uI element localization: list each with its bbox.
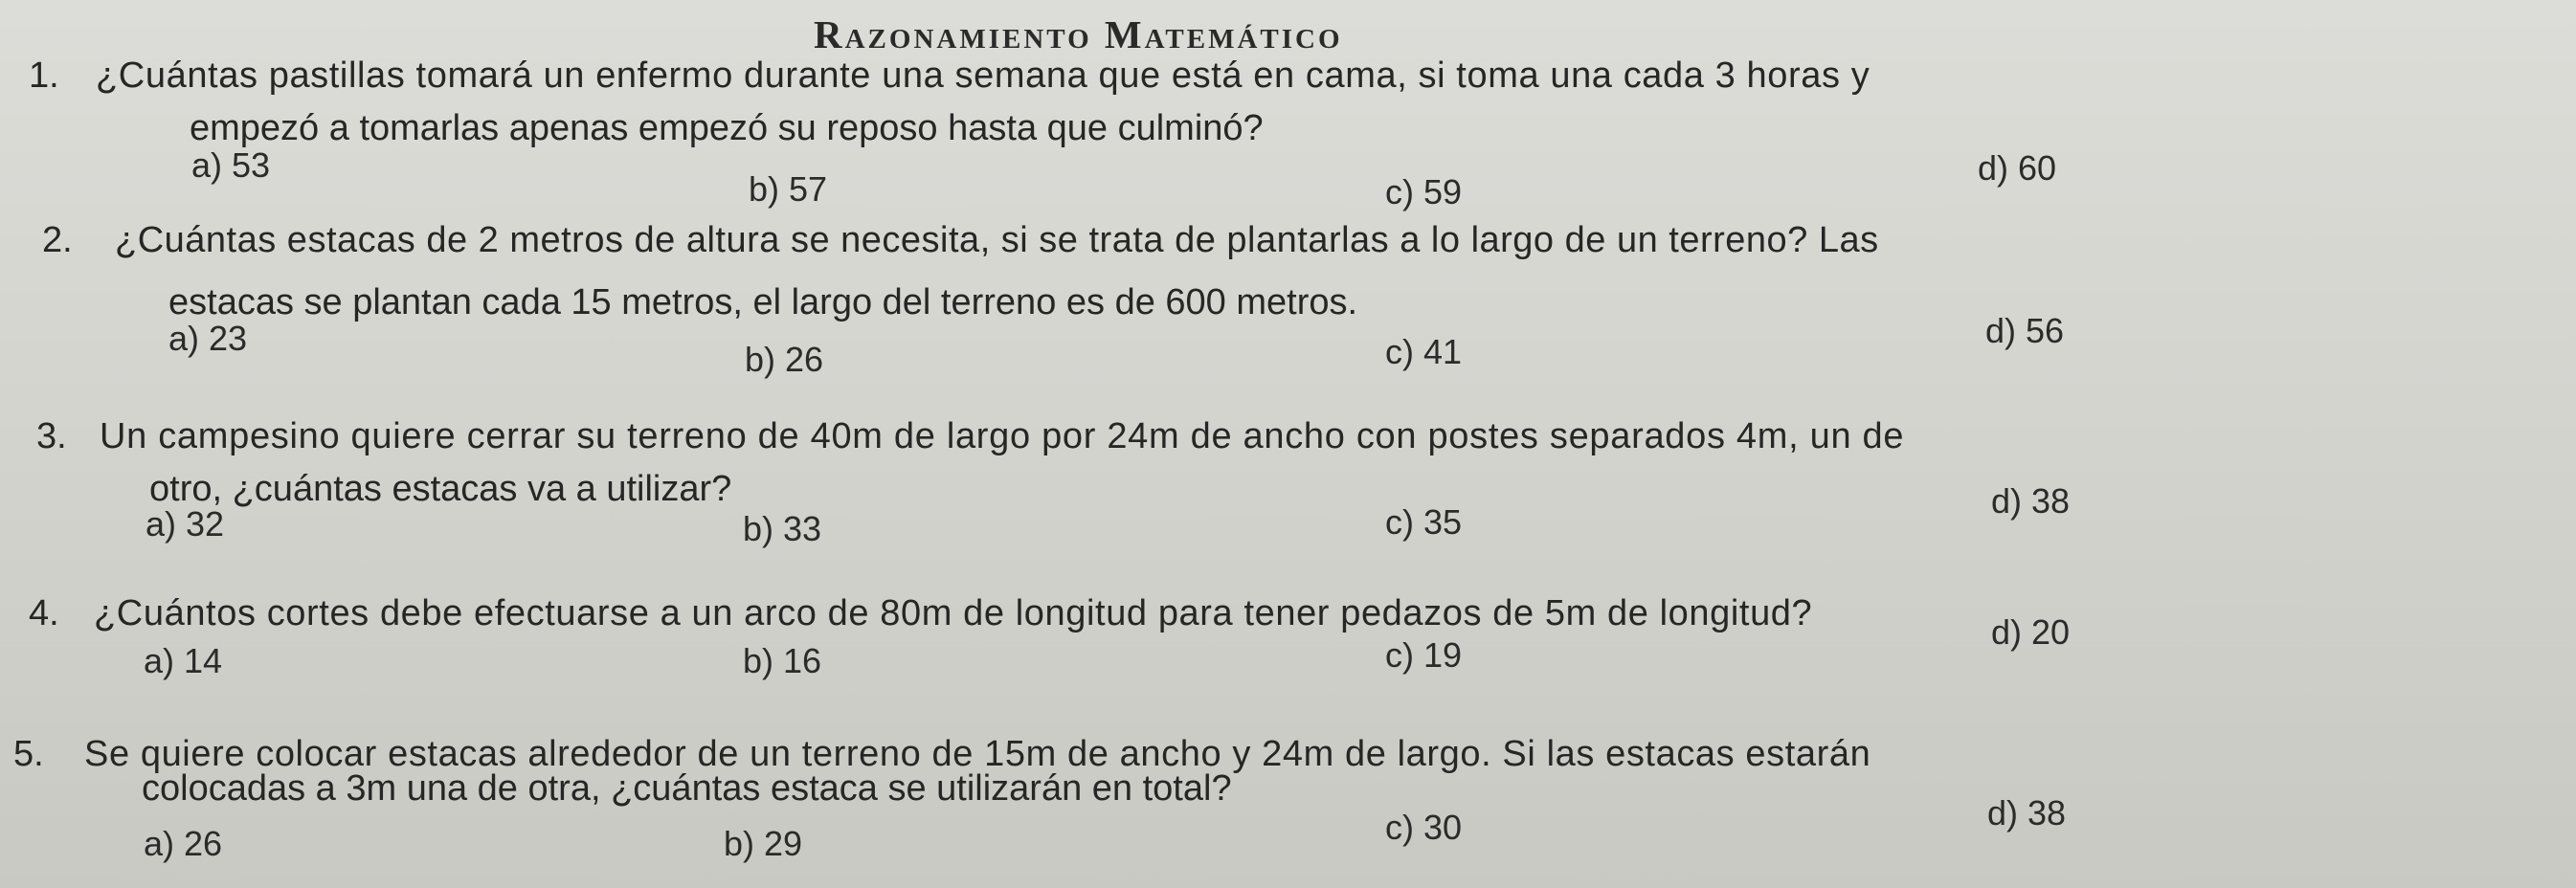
option-a: a) 53 (191, 145, 271, 185)
question-number: 4. (29, 593, 59, 633)
option-b: b) 16 (743, 641, 822, 680)
option-a: a) 14 (144, 641, 223, 680)
option-c: c) 19 (1385, 635, 1463, 675)
option-c: c) 35 (1385, 502, 1463, 542)
question-text-line-1: Un campesino quiere cerrar su terreno de 40m de largo por 24m de ancho con postes separados 4m, un de (100, 416, 1905, 456)
option-b: b) 57 (749, 169, 828, 209)
option-d: d) 20 (1991, 612, 2071, 652)
option-c: c) 30 (1385, 808, 1463, 847)
question-text-line-1: Se quiere colocar estacas alrededor de un terreno de 15m de ancho y 24m de largo. Si las estacas estarán (84, 734, 1871, 774)
option-b: b) 26 (745, 340, 824, 379)
worksheet-title: Razonamiento Matemático (814, 12, 1343, 56)
question-text-line-2: otro, ¿cuántas estacas va a utilizar? (149, 469, 732, 509)
question-text-line-1: ¿Cuántas pastillas tomará un enfermo durante una semana que está en cama, si toma una cada 3 horas y (96, 56, 1870, 96)
option-c: c) 41 (1385, 332, 1463, 371)
option-b: b) 29 (724, 824, 803, 863)
question-text-line-1: ¿Cuántos cortes debe efectuarse a un arco de 80m de longitud para tener pedazos de 5m de longitud? (94, 593, 1813, 633)
option-d: d) 38 (1991, 481, 2071, 521)
option-a: a) 23 (168, 319, 248, 358)
option-c: c) 59 (1385, 172, 1463, 211)
option-d: d) 56 (1985, 311, 2065, 350)
question-number: 3. (36, 416, 67, 456)
option-a: a) 26 (144, 824, 223, 863)
option-a: a) 32 (146, 504, 225, 544)
option-d: d) 38 (1987, 793, 2067, 832)
question-number: 5. (13, 734, 44, 774)
option-d: d) 60 (1978, 148, 2057, 188)
option-b: b) 33 (743, 509, 822, 548)
question-text-line-2: colocadas a 3m una de otra, ¿cuántas estaca se utilizarán en total? (142, 768, 1232, 809)
question-text-line-2: empezó a tomarlas apenas empezó su reposo hasta que culminó? (190, 108, 1264, 148)
question-number: 2. (42, 220, 73, 260)
question-text-line-1: ¿Cuántas estacas de 2 metros de altura se necesita, si se trata de plantarlas a lo largo de un terreno? Las (115, 220, 1879, 260)
question-number: 1. (29, 56, 59, 96)
question-text-line-2: estacas se plantan cada 15 metros, el largo del terreno es de 600 metros. (168, 282, 1358, 322)
